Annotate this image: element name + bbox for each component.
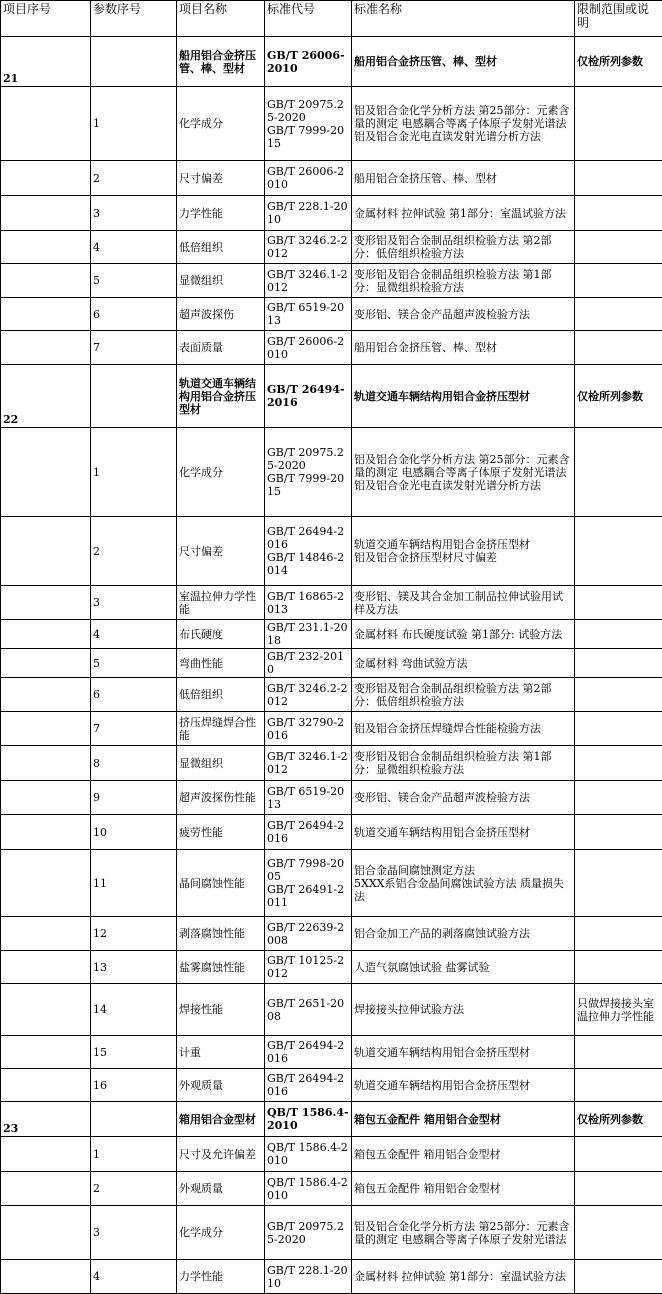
standard-name: 船用铝合金挤压管、棒、型材 (352, 37, 575, 87)
param-limit-note (575, 264, 662, 298)
project-no-empty (1, 850, 91, 917)
param-standard-name-line: 金属材料 弯曲试验方法 (354, 657, 572, 670)
param-no: 7 (91, 331, 177, 365)
project-no-empty (1, 746, 91, 781)
param-row (1, 815, 662, 850)
param-standard-code (265, 712, 352, 746)
param-standard-code-line: GB/T 3246.2-2012 (267, 682, 349, 708)
param-standard-name-line: 铝及铝合金化学分析方法 第25部分：元素含量的测定 电感耦合等离子体原子发射光谱法 (354, 104, 572, 130)
param-name: 外观质量 (177, 1069, 265, 1102)
project-no-empty (1, 331, 91, 365)
project-no-empty (1, 264, 91, 298)
project-no: 22 (1, 365, 91, 428)
param-no: 2 (91, 161, 177, 196)
param-standard-name-line: 变形铝、镁合金产品超声波检验方法 (354, 791, 572, 804)
param-standard-code (265, 620, 352, 649)
param-standard-name (352, 196, 575, 231)
param-standard-name (352, 87, 575, 161)
param-standard-code-line: GB/T 26494-2016 (267, 525, 349, 551)
param-limit-note (575, 231, 662, 264)
param-row (1, 298, 662, 331)
param-standard-code-line: GB/T 232-2010 (267, 650, 349, 676)
param-standard-name-line: 变形铝、镁合金产品超声波检验方法 (354, 308, 572, 321)
param-standard-code (265, 1206, 352, 1260)
param-standard-code-line: QB/T 1586.4-2010 (267, 1176, 349, 1202)
param-standard-name-line: 金属材料 拉伸试验 第1部分：室温试验方法 (354, 207, 572, 220)
param-no: 4 (91, 231, 177, 264)
param-name: 外观质量 (177, 1172, 265, 1206)
param-limit-note (575, 781, 662, 815)
project-no-empty (1, 428, 91, 517)
param-standard-code (265, 1172, 352, 1206)
project-no-empty (1, 620, 91, 649)
param-standard-name (352, 1206, 575, 1260)
param-standard-name-line: 变形铝及铝合金制品组织检验方法 第1部分：显微组织检验方法 (354, 268, 572, 294)
param-limit-note (575, 649, 662, 678)
project-no-empty (1, 517, 91, 586)
param-standard-code (265, 1069, 352, 1102)
param-name: 挤压焊缝焊合性能 (177, 712, 265, 746)
param-standard-name (352, 264, 575, 298)
param-standard-code (265, 196, 352, 231)
standard-name: 箱包五金配件 箱用铝合金型材 (352, 1102, 575, 1137)
param-limit-note (575, 161, 662, 196)
param-standard-code-line: QB/T 1586.4-2010 (267, 1141, 349, 1167)
param-standard-name-line: 变形铝、镁及其合金加工制品拉伸试验用试样及方法 (354, 590, 572, 616)
param-standard-code-line: GB/T 228.1-2010 (267, 1264, 349, 1290)
param-name: 焊接性能 (177, 984, 265, 1036)
param-no: 3 (91, 586, 177, 620)
header-project-name: 项目名称 (177, 1, 265, 37)
param-standard-name (352, 1069, 575, 1102)
param-standard-code (265, 815, 352, 850)
param-limit-note (575, 620, 662, 649)
param-no: 14 (91, 984, 177, 1036)
param-standard-code (265, 951, 352, 984)
param-standard-code-line: GB/T 7998-2005 (267, 857, 349, 883)
project-no-empty (1, 815, 91, 850)
param-limit-note (575, 196, 662, 231)
header-limit-note: 限制范围或说明 (575, 1, 662, 37)
param-standard-code-line: GB/T 26494-2016 (267, 1039, 349, 1065)
param-standard-code-line: GB/T 26491-2011 (267, 883, 349, 909)
param-standard-name-line: 铝合金加工产品的剥落腐蚀试验方法 (354, 927, 572, 940)
param-row (1, 161, 662, 196)
param-limit-note (575, 712, 662, 746)
param-standard-name (352, 231, 575, 264)
param-name: 疲劳性能 (177, 815, 265, 850)
param-no: 12 (91, 917, 177, 951)
param-no: 11 (91, 850, 177, 917)
param-no: 2 (91, 517, 177, 586)
param-standard-name (352, 951, 575, 984)
group-row (1, 37, 662, 87)
param-standard-name (352, 428, 575, 517)
param-standard-name-line: 铝及铝合金光电直读发射光谱分析方法 (354, 479, 572, 492)
param-standard-name-line: 焊接接头拉伸试验方法 (354, 1003, 572, 1016)
param-standard-name (352, 517, 575, 586)
param-limit-note (575, 917, 662, 951)
param-no: 3 (91, 1206, 177, 1260)
param-standard-code (265, 428, 352, 517)
param-name: 晶间腐蚀性能 (177, 850, 265, 917)
limit-note: 仅检所列参数 (575, 365, 662, 428)
param-row (1, 649, 662, 678)
param-limit-note (575, 1036, 662, 1069)
project-no: 21 (1, 37, 91, 87)
param-standard-name-line: 5XXX系铝合金晶间腐蚀试验方法 质量损失法 (354, 877, 572, 903)
param-no-empty (91, 1102, 177, 1137)
param-standard-code-line: GB/T 10125-2012 (267, 954, 349, 980)
param-standard-name-line: 变形铝及铝合金制品组织检验方法 第2部分：低倍组织检验方法 (354, 682, 572, 708)
param-standard-code (265, 649, 352, 678)
project-name: 箱用铝合金型材 (177, 1102, 265, 1137)
param-name: 超声波探伤性能 (177, 781, 265, 815)
param-no: 7 (91, 712, 177, 746)
param-no: 1 (91, 428, 177, 517)
param-row (1, 1206, 662, 1260)
project-no-empty (1, 298, 91, 331)
param-no-empty (91, 37, 177, 87)
param-standard-name-line: 轨道交通车辆结构用铝合金挤压型材 (354, 1046, 572, 1059)
param-standard-name-line: 铝合金晶间腐蚀测定方法 (354, 864, 572, 877)
param-standard-code-line: GB/T 26006-2010 (267, 335, 349, 361)
param-no: 6 (91, 298, 177, 331)
param-row (1, 951, 662, 984)
param-no: 5 (91, 649, 177, 678)
param-row (1, 917, 662, 951)
param-name: 低倍组织 (177, 231, 265, 264)
param-standard-code (265, 331, 352, 365)
param-standard-code-line: GB/T 7999-2015 (267, 472, 349, 498)
param-limit-note (575, 850, 662, 917)
param-standard-code-line: GB/T 3246.1-2012 (267, 750, 349, 776)
param-standard-name (352, 331, 575, 365)
param-no-empty (91, 365, 177, 428)
param-limit-note (575, 87, 662, 161)
param-row (1, 331, 662, 365)
param-standard-code-line: GB/T 16865-2013 (267, 590, 349, 616)
param-standard-code (265, 917, 352, 951)
param-standard-name-line: 铝及铝合金挤压型材尺寸偏差 (354, 551, 572, 564)
param-standard-name (352, 917, 575, 951)
project-no-empty (1, 1137, 91, 1172)
param-standard-name (352, 712, 575, 746)
param-limit-note (575, 1137, 662, 1172)
param-standard-name-line: 箱包五金配件 箱用铝合金型材 (354, 1182, 572, 1195)
param-row (1, 586, 662, 620)
project-no-empty (1, 1036, 91, 1069)
param-standard-name (352, 586, 575, 620)
project-no-empty (1, 87, 91, 161)
param-standard-name (352, 1260, 575, 1294)
param-standard-name-line: 轨道交通车辆结构用铝合金挤压型材 (354, 1079, 572, 1092)
param-standard-name-line: 金属材料 拉伸试验 第1部分：室温试验方法 (354, 1270, 572, 1283)
param-name: 尺寸及允许偏差 (177, 1137, 265, 1172)
project-no-empty (1, 231, 91, 264)
param-limit-note (575, 1172, 662, 1206)
param-standard-code (265, 586, 352, 620)
project-no-empty (1, 781, 91, 815)
param-limit-note (575, 815, 662, 850)
param-limit-note (575, 298, 662, 331)
param-standard-code (265, 517, 352, 586)
param-standard-code (265, 231, 352, 264)
param-standard-name (352, 850, 575, 917)
param-standard-name-line: 人造气氛腐蚀试验 盐雾试验 (354, 961, 572, 974)
project-no-empty (1, 951, 91, 984)
param-name: 低倍组织 (177, 678, 265, 712)
param-no: 4 (91, 620, 177, 649)
param-row (1, 1137, 662, 1172)
param-standard-code (265, 298, 352, 331)
param-limit-note (575, 1260, 662, 1294)
param-standard-code (265, 264, 352, 298)
param-standard-code-line: GB/T 26494-2016 (267, 1072, 349, 1098)
param-standard-code-line: GB/T 6519-2013 (267, 785, 349, 811)
param-standard-code-line: GB/T 14846-2014 (267, 551, 349, 577)
header-project-no: 项目序号 (1, 1, 91, 37)
param-no: 8 (91, 746, 177, 781)
param-row (1, 678, 662, 712)
param-standard-name-line: 船用铝合金挤压管、棒、型材 (354, 172, 572, 185)
param-standard-name-line: 轨道交通车辆结构用铝合金挤压型材 (354, 538, 572, 551)
param-standard-name (352, 1137, 575, 1172)
param-standard-code-line: GB/T 20975.25-2020 (267, 98, 349, 124)
param-standard-name-line: 铝及铝合金化学分析方法 第25部分：元素含量的测定 电感耦合等离子体原子发射光谱法 (354, 1220, 572, 1246)
param-name: 超声波探伤 (177, 298, 265, 331)
project-no-empty (1, 678, 91, 712)
project-no-empty (1, 1172, 91, 1206)
param-no: 4 (91, 1260, 177, 1294)
param-limit-note (575, 586, 662, 620)
param-standard-code (265, 678, 352, 712)
project-no-empty (1, 649, 91, 678)
param-name: 化学成分 (177, 87, 265, 161)
project-no-empty (1, 712, 91, 746)
param-no: 1 (91, 87, 177, 161)
param-standard-code-line: GB/T 20975.25-2020 (267, 1220, 349, 1246)
param-standard-code-line: GB/T 231.1-2018 (267, 621, 349, 647)
param-standard-code (265, 746, 352, 781)
project-no-empty (1, 917, 91, 951)
param-name: 化学成分 (177, 1206, 265, 1260)
param-standard-name-line: 轨道交通车辆结构用铝合金挤压型材 (354, 826, 572, 839)
param-name: 尺寸偏差 (177, 161, 265, 196)
param-standard-name (352, 620, 575, 649)
param-name: 弯曲性能 (177, 649, 265, 678)
header-standard-code: 标准代号 (265, 1, 352, 37)
param-name: 力学性能 (177, 196, 265, 231)
param-standard-name-line: 变形铝及铝合金制品组织检验方法 第1部分：显微组织检验方法 (354, 750, 572, 776)
param-standard-code (265, 1036, 352, 1069)
param-standard-code-line: GB/T 7999-2015 (267, 124, 349, 150)
param-row (1, 196, 662, 231)
param-standard-code (265, 850, 352, 917)
param-name: 布氏硬度 (177, 620, 265, 649)
param-standard-name-line: 金属材料 布氏硬度试验 第1部分: 试验方法 (354, 628, 572, 641)
limit-note: 仅检所列参数 (575, 1102, 662, 1137)
standard-code: GB/T 26494-2016 (265, 365, 352, 428)
project-no-empty (1, 1260, 91, 1294)
param-row (1, 517, 662, 586)
standard-code: QB/T 1586.4-2010 (265, 1102, 352, 1137)
param-no: 10 (91, 815, 177, 850)
param-name: 尺寸偏差 (177, 517, 265, 586)
param-standard-code (265, 161, 352, 196)
header-row (1, 1, 662, 37)
project-name: 船用铝合金挤压管、棒、型材 (177, 37, 265, 87)
param-limit-note (575, 517, 662, 586)
param-row (1, 850, 662, 917)
param-no: 5 (91, 264, 177, 298)
param-no: 1 (91, 1137, 177, 1172)
param-name: 显微组织 (177, 746, 265, 781)
param-standard-name-line: 铝及铝合金光电直读发射光谱分析方法 (354, 130, 572, 143)
param-standard-name-line: 铝及铝合金化学分析方法 第25部分：元素含量的测定 电感耦合等离子体原子发射光谱法 (354, 453, 572, 479)
param-standard-name (352, 1172, 575, 1206)
standard-code: GB/T 26006-2010 (265, 37, 352, 87)
header-param-no: 参数序号 (91, 1, 177, 37)
param-limit-note: 只做焊接接头室温拉伸力学性能 (575, 984, 662, 1036)
param-row (1, 620, 662, 649)
project-no-empty (1, 1206, 91, 1260)
param-standard-name (352, 161, 575, 196)
param-standard-name (352, 1036, 575, 1069)
param-standard-name-line: 变形铝及铝合金制品组织检验方法 第2部分：低倍组织检验方法 (354, 234, 572, 260)
param-no: 16 (91, 1069, 177, 1102)
param-row (1, 1172, 662, 1206)
param-limit-note (575, 331, 662, 365)
project-no-empty (1, 196, 91, 231)
project-no-empty (1, 161, 91, 196)
limit-note: 仅检所列参数 (575, 37, 662, 87)
param-standard-name (352, 649, 575, 678)
project-no-empty (1, 586, 91, 620)
param-no: 13 (91, 951, 177, 984)
param-limit-note (575, 1206, 662, 1260)
param-name: 显微组织 (177, 264, 265, 298)
param-row (1, 1260, 662, 1294)
param-standard-code-line: GB/T 3246.2-2012 (267, 234, 349, 260)
param-standard-name-line: 船用铝合金挤压管、棒、型材 (354, 341, 572, 354)
param-limit-note (575, 428, 662, 517)
param-no: 2 (91, 1172, 177, 1206)
param-standard-name-line: 铝及铝合金挤压焊缝焊合性能检验方法 (354, 722, 572, 735)
project-no: 23 (1, 1102, 91, 1137)
project-no-empty (1, 1069, 91, 1102)
param-limit-note (575, 678, 662, 712)
param-standard-code (265, 984, 352, 1036)
param-row (1, 746, 662, 781)
param-standard-name (352, 678, 575, 712)
param-standard-code-line: GB/T 3246.1-2012 (267, 268, 349, 294)
param-name: 计重 (177, 1036, 265, 1069)
param-no: 15 (91, 1036, 177, 1069)
param-row (1, 1036, 662, 1069)
param-no: 9 (91, 781, 177, 815)
param-standard-code (265, 1260, 352, 1294)
param-row (1, 712, 662, 746)
param-standard-code-line: GB/T 2651-2008 (267, 997, 349, 1023)
param-no: 3 (91, 196, 177, 231)
param-name: 化学成分 (177, 428, 265, 517)
param-no: 6 (91, 678, 177, 712)
param-standard-code-line: GB/T 6519-2013 (267, 301, 349, 327)
group-row (1, 365, 662, 428)
param-standard-name-line: 箱包五金配件 箱用铝合金型材 (354, 1148, 572, 1161)
param-row (1, 87, 662, 161)
param-standard-code-line: GB/T 32790-2016 (267, 716, 349, 742)
param-standard-code (265, 87, 352, 161)
project-name: 轨道交通车辆结构用铝合金挤压型材 (177, 365, 265, 428)
param-standard-name (352, 298, 575, 331)
param-row (1, 428, 662, 517)
param-row (1, 781, 662, 815)
param-name: 剥落腐蚀性能 (177, 917, 265, 951)
param-name: 表面质量 (177, 331, 265, 365)
header-standard-name: 标准名称 (352, 1, 575, 37)
param-standard-name (352, 984, 575, 1036)
param-standard-code (265, 1137, 352, 1172)
param-standard-name (352, 781, 575, 815)
param-standard-name (352, 815, 575, 850)
param-standard-code (265, 781, 352, 815)
param-name: 力学性能 (177, 1260, 265, 1294)
param-standard-code-line: GB/T 20975.25-2020 (267, 446, 349, 472)
param-row (1, 264, 662, 298)
param-row (1, 231, 662, 264)
param-limit-note (575, 951, 662, 984)
param-standard-code-line: GB/T 26494-2016 (267, 819, 349, 845)
group-row (1, 1102, 662, 1137)
param-standard-code-line: GB/T 228.1-2010 (267, 200, 349, 226)
param-name: 室温拉伸力学性能 (177, 586, 265, 620)
project-no-empty (1, 984, 91, 1036)
param-limit-note (575, 1069, 662, 1102)
standard-name: 轨道交通车辆结构用铝合金挤压型材 (352, 365, 575, 428)
param-row (1, 984, 662, 1036)
param-name: 盐雾腐蚀性能 (177, 951, 265, 984)
param-standard-name (352, 746, 575, 781)
param-limit-note (575, 746, 662, 781)
param-standard-code-line: GB/T 26006-2010 (267, 165, 349, 191)
param-standard-code-line: GB/T 22639-2008 (267, 921, 349, 947)
param-row (1, 1069, 662, 1102)
